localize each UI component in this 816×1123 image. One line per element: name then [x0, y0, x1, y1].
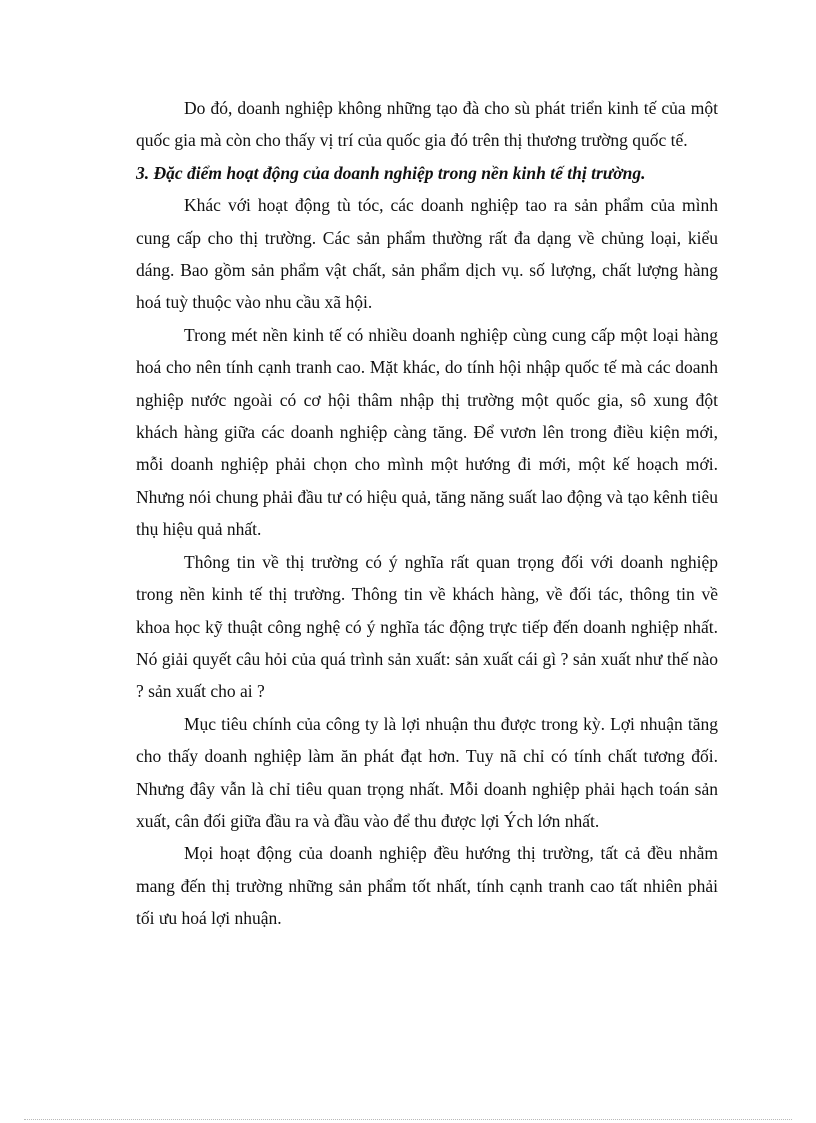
paragraph-2: Trong mét nền kinh tế có nhiều doanh nghiệp cùng cung cấp một loại hàng hoá cho nên tính cạnh tranh cao. Mặt khác, do tính hội nhập quốc tế mà các doanh nghiệp nước ngoài có cơ hội thâm nhập thị trường một quốc gia, sô xung đột khách hàng giữa các doanh nghiệp càng tăng. Để vươn lên trong điều kiện mới, mỗi doanh nghiệp phải chọn cho mình một hướng đi mới, một kế hoạch mới. Nhưng nói chung phải đầu tư có hiệu quả, tăng năng suất lao động và tạo kênh tiêu thụ hiệu quả nhất. [136, 324, 718, 540]
paragraph-1: Khác với hoạt động tù tóc, các doanh nghiệp tao ra sản phẩm của mình cung cấp cho thị trường. Các sản phẩm thường rất đa dạng về chủng loại, kiểu dáng. Bao gồm sản phẩm vật chất, sản phẩm dịch vụ. số lượng, chất lượng hàng hoá tuỳ thuộc vào nhu cầu xã hội. [136, 195, 718, 313]
paragraph-4: Mục tiêu chính của công ty là lợi nhuận thu được trong kỳ. Lợi nhuận tăng cho thấy doanh nghiệp làm ăn phát đạt hơn. Tuy nã chỉ có tính chất tương đối. Nhưng đây vẫn là chỉ tiêu quan trọng nhất. Mỗi doanh nghiệp phải hạch toán sản xuất, cân đối giữa đầu ra và đầu vào để thu được lợi Ých lớn nhất. [136, 713, 718, 831]
paragraph-5: Mọi hoạt động của doanh nghiệp đều hướng thị trường, tất cả đều nhằm mang đến thị trường những sản phẩm tốt nhất, tính cạnh tranh cao tất nhiên phải tối ưu hoá lợi nhuận. [136, 843, 718, 929]
paragraph-3: Thông tin về thị trường có ý nghĩa rất quan trọng đối với doanh nghiệp trong nền kinh tế thị trường. Thông tin về khách hàng, về đối tác, thông tin về khoa học kỹ thuật công nghệ có ý nghĩa tác động trực tiếp đến doanh nghiệp nhất. Nó giải quyết câu hỏi của quá trình sản xuất: sản xuất cái gì ? sản xuất như thế nào ? sản xuất cho ai ? [136, 551, 718, 702]
document-page [136, 92, 718, 935]
page-bottom-divider [24, 1119, 792, 1120]
paragraph-intro: Do đó, doanh nghiệp không những tạo đà cho sù phát triển kinh tế của một quốc gia mà còn cho thấy vị trí của quốc gia đó trên thị thương trường quốc tế. [136, 98, 718, 151]
section-heading: 3. Đặc điểm hoạt động của doanh nghiệp trong nền kinh tế thị trường. [136, 162, 646, 183]
